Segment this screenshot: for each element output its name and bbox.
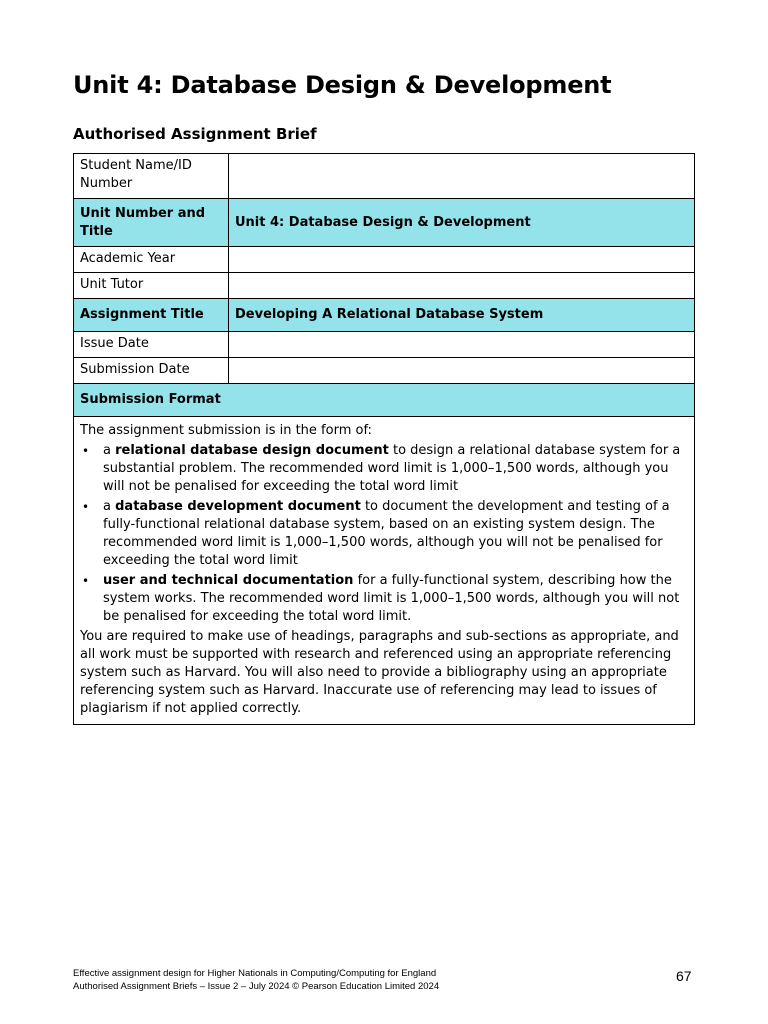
assignment-title-label: Assignment Title [74, 299, 229, 332]
issue-date-label: Issue Date [74, 332, 229, 358]
page-title: Unit 4: Database Design & Development [73, 71, 612, 99]
section-subtitle: Authorised Assignment Brief [73, 125, 317, 143]
table-row [74, 299, 695, 332]
table-row [74, 199, 695, 247]
submission-format-list [80, 442, 688, 626]
issue-date-value [229, 332, 695, 358]
bullet-icon: • [82, 574, 90, 588]
assignment-brief-table [73, 153, 695, 725]
item-prefix: a [103, 499, 116, 514]
submission-intro: The assignment submission is in the form of: [80, 423, 372, 438]
item-emphasis: relational database design document [115, 443, 389, 458]
table-row [74, 358, 695, 384]
table-row [74, 384, 695, 417]
student-name-value [229, 154, 695, 199]
item-text: to design a relational database system for a substantial problem. The recommended word limit is 1,000–1,500 words, although you will not be penalised for exceeding the total word limit [103, 443, 681, 494]
table-row [74, 247, 695, 273]
bullet-icon: • [82, 444, 90, 458]
table-row [74, 417, 695, 725]
item-emphasis: user and technical documentation [103, 573, 354, 588]
page-number: 67 [676, 968, 692, 984]
unit-tutor-value [229, 273, 695, 299]
submission-closing: You are required to make use of headings, paragraphs and sub-sections as appropriate, and all work must be supported with research and referenced using an appropriate referencing system such as Harvard. You will also need to provide a bibliography using an appropriate referencing system such as Harvard. Inaccurate use of referencing may lead to issues of plagiarism if not applied correctly. [80, 629, 679, 716]
footer-line: Authorised Assignment Briefs – Issue 2 – July 2024 © Pearson Education Limited 2024 [73, 981, 440, 992]
list-item [80, 442, 688, 496]
assignment-title-value: Developing A Relational Database System [229, 299, 695, 332]
academic-year-value [229, 247, 695, 273]
student-name-label: Student Name/ID Number [74, 154, 229, 199]
unit-tutor-label: Unit Tutor [74, 273, 229, 299]
footer-text [73, 967, 439, 993]
bullet-icon: • [82, 500, 90, 514]
item-text: for a fully-functional system, describing how the system works. The recommended word limit is 1,000–1,500 words, although you will not be penalised for exceeding the total word limit. [103, 573, 680, 624]
item-emphasis: database development document [115, 499, 361, 514]
table-row [74, 332, 695, 358]
unit-number-label: Unit Number and Title [74, 199, 229, 247]
table-row [74, 154, 695, 199]
item-prefix: a [103, 443, 116, 458]
academic-year-label: Academic Year [74, 247, 229, 273]
item-text: to document the development and testing of a fully-functional relational database system, based on an existing system design. The recommended word limit is 1,000–1,500 words, although you will not be penalised for exceeding the total word limit [103, 499, 670, 568]
list-item [80, 572, 688, 626]
submission-format-heading: Submission Format [74, 384, 695, 417]
unit-number-value: Unit 4: Database Design & Development [229, 199, 695, 247]
footer-line: Effective assignment design for Higher Nationals in Computing/Computing for England [73, 968, 437, 979]
submission-date-label: Submission Date [74, 358, 229, 384]
table-row [74, 273, 695, 299]
submission-date-value [229, 358, 695, 384]
list-item [80, 498, 688, 570]
submission-format-body [74, 417, 695, 725]
